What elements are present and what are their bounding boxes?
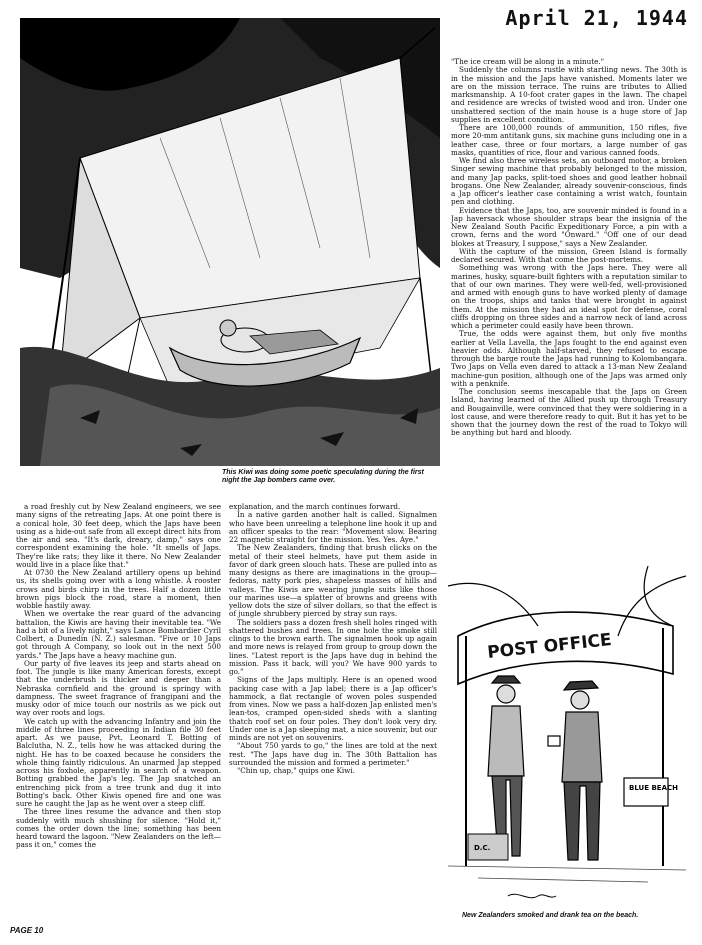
beach-illustration bbox=[448, 566, 686, 910]
paragraph: In a native garden another halt is called. Signalmen who have been unreeling a telephone line hook it up and an officer speaks to the rear: "Movement slow. Bearing 22 magnetic straight for the mission. Yes. Yes. Aye." bbox=[229, 510, 437, 544]
paragraph: Something was wrong with the Japs here. They were all marines, husky, square-built fighters with a reputation similar to that of our own marines. They were well-fed, well-provisioned and armed with enough guns to have worked plenty of damage on the troops, ships and tanks that were brought in against them. At the mission they had an ideal spot for defense, coral cliffs dropping on three sides and a narrow neck of land across which a perimeter could easily have been thrown. bbox=[451, 263, 687, 330]
paragraph: Signs of the Japs multiply. Here is an opened wood packing case with a Jap label; there is a Jap officer's hammock, a flat rectangle of woven poles suspended from vines. Now we pass a half-dozen Jap enlisted men's lean-tos, cramped open-sided sheds with a slanting thatch roof set on four poles. They don't look very dry. Under one is a Jap sleeping mat, a nice souvenir, but our minds are not yet on souvenirs. bbox=[229, 675, 437, 742]
paragraph: explanation, and the march continues forward. bbox=[229, 503, 401, 511]
paragraph: a road freshly cut by New Zealand engineers, we see many signs of the retreating Japs. At one point there is a conical hole, 30 feet deep, which the Japs have been using as a hide-out safe from all except direct hits from the air and sea. "It's dark, dreary, damp," says one correspondent examining the hole. "It smells of Japs. They're like rats; they like it there. No New Zealander would live in a place like that." bbox=[16, 503, 221, 569]
paragraph: There are 100,000 rounds of ammunition, 150 rifles, five more 20-mm antitank guns, six machine guns including one in a leather case, three or four mortars, a large number of gas masks, quantities of rice, flour and various canned foods. bbox=[451, 123, 687, 157]
paragraph: True, the odds were against them, but only five months earlier at Vella Lavella, the Japs fought to the end against even heavier odds. Although half-starved, they refused to escape through the barge route the Japs had running to Kolombangara. Two Japs on Vella even dared to attack a 13-man New Zealand machine-gun position, although one of the Japs was armed only with a penknife. bbox=[451, 329, 687, 388]
article-column-3 bbox=[451, 58, 687, 524]
new-zealanders-beach-drawing bbox=[448, 566, 686, 910]
page-date: April 21, 1944 bbox=[505, 6, 688, 30]
top-illustration bbox=[20, 18, 440, 466]
post-office-sign-text: POST OFFICE bbox=[486, 630, 613, 663]
paragraph: At 0730 the New Zealand artillery opens up behind us, its shells going over with a long whistle. A rooster crows and birds chirp in the trees. Half a dozen little brown pigs block the road, stare a moment, then wobble hastily away. bbox=[16, 568, 221, 610]
paragraph: Suddenly the columns rustle with startling news. The 30th is in the mission and the Japs have vanished. Moments later we are on the mission terrace. The ruins are tributes to Allied marksmanship. A 10-foot crater gapes in the lawn. The chapel and residence are wrecks of twisted wood and iron. Under one unshattered section of the main house is a huge store of Jap supplies in excellent condition. bbox=[451, 65, 687, 124]
article-column-1 bbox=[16, 503, 221, 918]
article-column-2 bbox=[229, 503, 437, 918]
paragraph: "The ice cream will be along in a minute." bbox=[451, 58, 605, 66]
paragraph: With the capture of the mission, Green Island is formally declared secured. With that come the post-mortems. bbox=[451, 246, 687, 264]
crate-label-text: D.C. bbox=[474, 844, 491, 852]
paragraph: We find also three wireless sets, an outboard motor, a broken Singer sewing machine that probably belonged to the mission, and many Jap packs, split-toed shoes and good leather hobnail brogans. One New Zealander, already souvenir-conscious, finds a Jap officer's leather case containing a wrist watch, fountain pen and clothing. bbox=[451, 156, 687, 207]
paragraph: The soldiers pass a dozen fresh shell holes ringed with shattered bushes and trees. In one hole the smoke still clings to the brown earth. The signalmen hook up again and more news is relayed from group to group down the lines. "Latest report is the Japs have dug in behind the mission. Pass it back, will you? We have 900 yards to go." bbox=[229, 617, 437, 676]
paragraph: Our party of five leaves its jeep and starts ahead on foot. The jungle is like many American forests, except that the underbrush is thicker and deeper than a Nebraska cornfield and the ground is springy with dampness. The sweet fragrance of frangipani and the musky odor of mice touch our nostrils as we pick out way over roots and logs. bbox=[16, 658, 221, 718]
paragraph: We catch up with the advancing Infantry and join the middle of three lines proceeding in Indian file 30 feet apart. As we pause, Pvt. Leonard T. Botting of Balclutha, N. Z., tells how he was attacked during the night. He has to be coaxed because he considers the whole thing faintly ridiculous. An unarmed Jap stepped across his foxhole, apparently in search of a weapon. Botting grabbed the Jap's leg. The Jap snatched an entrenching pick from a tree trunk and dug it into Botting's back. Other Kiwis opened fire and one was sure he caught the Jap as he went over a steep cliff. bbox=[16, 716, 221, 808]
paragraph: The conclusion seems inescapable that the Japs on Green Island, having learned of the Allied push up through Treasury and Bougainville, were convinced that they were soldiering in a lost cause, and were therefore ready to quit. But it has yet to be shown that the journey down the rest of the road to Tokyo will be anything but hard and bloody. bbox=[451, 387, 687, 438]
paragraph: "Chin up, chap," quips one Kiwi. bbox=[237, 766, 355, 775]
kiwi-hammock-drawing bbox=[20, 18, 440, 466]
paragraph: Evidence that the Japs, too, are souvenir minded is found in a Jap haversack whose shoulder straps bear the insignia of the New Zealand South Pacific Expeditionary Force, a pin with a crown, ferns and the word "Onward." "Off one of our dead blokes at Treasury, I suppose," says a New Zealander. bbox=[451, 205, 687, 248]
paragraph: When we overtake the rear guard of the advancing battalion, the Kiwis are having their inevitable tea. "We had a bit of a lively night," says Lance Bombardier Cyril Colbert, a Dunedin (N. Z.) salesman. "Five or 10 Japs got through A Company, so look out in the next 500 yards." The Japs have a heavy machine gun. bbox=[16, 609, 221, 660]
paragraph: "About 750 yards to go," the lines are told at the next rest. "The Japs have dug in. The 30th Battalion has surrounded the mission and formed a perimeter." bbox=[229, 741, 437, 767]
paragraph: The three lines resume the advance and then stop suddenly with much shushing for silence. "Hold it," comes the order down the line; something has been heard toward the lagoon. "New Zealanders on the left—pass it on," comes the bbox=[16, 807, 221, 850]
paragraph: The New Zealanders, finding that brush clicks on the metal of their steel helmets, have put them aside in favor of dark green slouch hats. These are pulled into as many designs as there are imaginations in the group—fedoras, natty pork pies, shapeless masses of hills and valleys. The Kiwis are wearing jungle suits like those our marines use—a splatter of browns and greens with yellow dots the size of silver dollars, so that the effect is of jungle shrubbery pierced by stray sun rays. bbox=[229, 543, 437, 619]
beach-illustration-caption: New Zealanders smoked and drank tea on the beach. bbox=[462, 912, 639, 919]
blue-beach-sign-text: BLUE BEACH bbox=[629, 784, 678, 792]
page-number: PAGE 10 bbox=[10, 926, 44, 935]
top-illustration-caption: This Kiwi was doing some poetic speculating during the first night the Jap bombers came over. bbox=[222, 469, 424, 484]
